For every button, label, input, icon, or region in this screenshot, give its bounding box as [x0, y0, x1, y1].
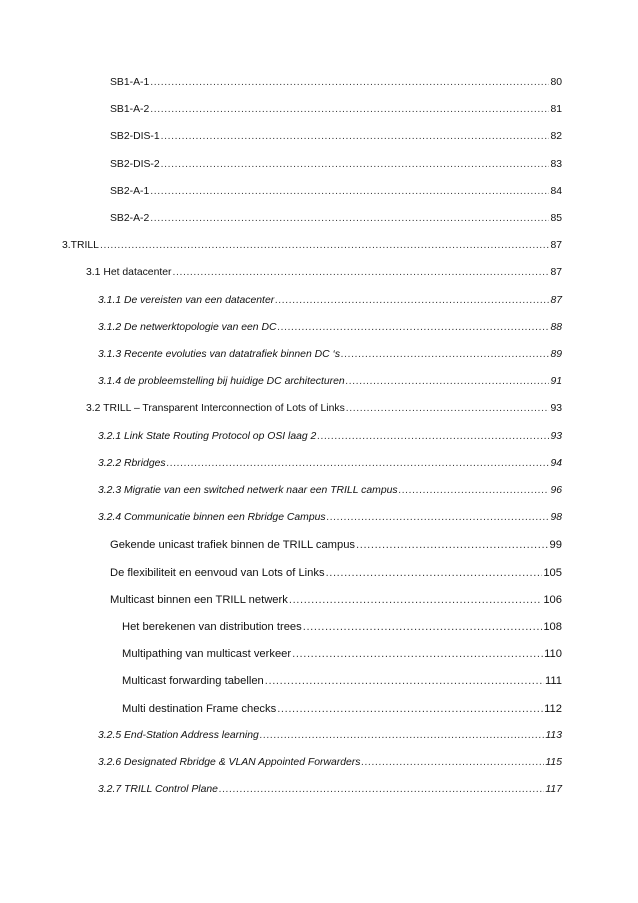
toc-entry[interactable]: [110, 593, 562, 607]
toc-entry-page: 93: [550, 403, 562, 415]
toc-entry[interactable]: [98, 375, 562, 389]
toc-entry[interactable]: [98, 783, 562, 797]
toc-entry-page: 105: [543, 566, 562, 579]
toc-entry-page: 117: [545, 784, 562, 796]
toc-entry-title: SB1-A-1: [110, 77, 150, 88]
toc-entry[interactable]: [98, 321, 562, 335]
toc-leader-dots: [173, 266, 550, 280]
toc-entry[interactable]: [98, 348, 562, 362]
toc-entry-page: 87: [550, 294, 562, 306]
toc-entry-title: 3.1.4 de probleemstelling bij huidige DC architecturen: [98, 376, 345, 388]
toc-entry-page: 84: [550, 185, 562, 197]
toc-leader-dots: [317, 430, 549, 444]
toc-leader-dots: [289, 593, 542, 607]
toc-entry-title: SB1-A-2: [110, 104, 150, 116]
toc-entry-title: Multicast forwarding tabellen: [122, 675, 264, 688]
toc-entry[interactable]: [110, 130, 562, 144]
toc-entry-page: 110: [544, 648, 562, 661]
toc-entry[interactable]: [110, 566, 562, 580]
toc-entry-title: Multicast binnen een TRILL netwerk: [110, 593, 288, 606]
toc-entry-title: Multi destination Frame checks: [122, 702, 277, 715]
toc-entry[interactable]: [98, 511, 562, 525]
toc-entry-title: 3.2 TRILL – Transparent Interconnection of Lots of Links: [86, 403, 345, 415]
toc-entry-title: De flexibiliteit en eenvoud van Lots of Links: [110, 566, 325, 579]
toc-entry[interactable]: [110, 538, 562, 552]
toc-entry-title: SB2-A-1: [110, 185, 150, 197]
toc-leader-dots: [275, 294, 549, 308]
toc-leader-dots: [150, 212, 549, 226]
toc-entry-page: 87: [550, 240, 562, 252]
toc-entry[interactable]: [98, 484, 562, 498]
toc-leader-dots: [292, 647, 543, 661]
toc-entry-title: SB2-DIS-1: [110, 131, 160, 143]
toc-entry-page: 98: [550, 512, 562, 524]
toc-entry-title: 3.2.7 TRILL Control Plane: [98, 784, 218, 796]
toc-entry-title: 3.TRILL: [62, 240, 99, 252]
toc-entry[interactable]: [98, 457, 562, 471]
toc-leader-dots: [277, 321, 549, 335]
toc-entry[interactable]: [110, 158, 562, 172]
toc-leader-dots: [161, 158, 550, 172]
toc-entry[interactable]: [98, 430, 562, 444]
toc-entry-title: Gekende unicast trafiek binnen de TRILL campus: [110, 539, 356, 552]
toc-entry-title: 3.2.4 Communicatie binnen een Rbridge Campus: [98, 512, 326, 524]
toc-entry-title: 3.2.5 End-Station Address learning: [98, 729, 259, 741]
toc-entry[interactable]: [110, 185, 562, 199]
toc-leader-dots: [303, 620, 543, 634]
toc-leader-dots: [346, 402, 550, 416]
toc-leader-dots: [150, 76, 549, 90]
toc-entry-page: 106: [543, 593, 562, 606]
toc-entry[interactable]: [122, 674, 562, 688]
toc-entry-page: 115: [545, 757, 562, 768]
toc-entry-page: 88: [550, 321, 562, 333]
toc-leader-dots: [161, 130, 550, 144]
toc-entry-page: 91: [550, 376, 562, 388]
toc-leader-dots: [277, 702, 543, 716]
toc-entry-title: SB2-DIS-2: [110, 158, 160, 170]
toc-entry-title: 3.1.1 De vereisten van een datacenter: [98, 294, 275, 306]
toc-entry-page: 96: [550, 485, 562, 496]
toc-leader-dots: [399, 484, 550, 498]
toc-entry-title: 3.2.3 Migratie van een switched netwerk naar een TRILL campus: [98, 485, 398, 496]
toc-entry-page: 99: [549, 539, 562, 552]
toc-leader-dots: [361, 756, 544, 770]
toc-entry-page: 83: [550, 158, 562, 170]
toc-entry-title: 3.2.2 Rbridges: [98, 457, 166, 469]
toc-entry-page: 87: [550, 267, 562, 279]
toc-entry-page: 81: [550, 104, 562, 116]
toc-entry[interactable]: [98, 294, 562, 308]
toc-entry-title: 3.2.1 Link State Routing Protocol op OSI laag 2: [98, 430, 317, 442]
toc-leader-dots: [356, 538, 549, 552]
toc-entry-title: 3.1.2 De netwerktopologie van een DC: [98, 321, 277, 333]
toc-entry[interactable]: [110, 103, 562, 117]
toc-leader-dots: [150, 103, 549, 117]
toc-entry-page: 80: [550, 77, 562, 88]
toc-leader-dots: [150, 185, 549, 199]
toc-entry-title: 3.2.6 Designated Rbridge & VLAN Appointed Forwarders: [98, 757, 361, 768]
toc-leader-dots: [326, 566, 543, 580]
toc-entry[interactable]: [86, 266, 562, 280]
toc-leader-dots: [260, 729, 545, 743]
toc-entry[interactable]: [122, 702, 562, 716]
toc-leader-dots: [341, 348, 549, 362]
toc-entry-page: 94: [550, 457, 562, 469]
toc-entry[interactable]: [86, 402, 562, 416]
toc-entry-title: Multipathing van multicast verkeer: [122, 648, 292, 661]
toc-entry-title: 3.1.3 Recente evoluties van datatrafiek binnen DC ‘s: [98, 349, 341, 360]
toc-leader-dots: [219, 783, 544, 797]
toc-entry-page: 113: [545, 729, 562, 741]
toc-entry-page: 85: [550, 213, 562, 224]
toc-entry[interactable]: [98, 729, 562, 743]
toc-leader-dots: [167, 457, 550, 471]
toc-entry-page: 89: [550, 349, 562, 360]
toc-entry[interactable]: [122, 647, 562, 661]
toc-entry[interactable]: [110, 76, 562, 90]
toc-entry[interactable]: [110, 212, 562, 226]
toc-entry-page: 82: [550, 131, 562, 143]
toc-entry-page: 108: [543, 621, 562, 633]
toc-leader-dots: [346, 375, 550, 389]
toc-entry-title: 3.1 Het datacenter: [86, 267, 172, 279]
toc-leader-dots: [327, 511, 550, 525]
toc-entry[interactable]: [62, 239, 562, 253]
toc-leader-dots: [265, 674, 544, 688]
toc-entry-page: 112: [544, 702, 562, 715]
toc-entry-page: 111: [544, 675, 562, 688]
toc-entry[interactable]: [98, 756, 562, 770]
toc-leader-dots: [100, 239, 549, 253]
toc-entry-title: SB2-A-2: [110, 213, 150, 224]
toc-entry-page: 93: [550, 430, 562, 442]
toc-entry[interactable]: [122, 620, 562, 634]
toc-entry-title: Het berekenen van distribution trees: [122, 621, 302, 633]
